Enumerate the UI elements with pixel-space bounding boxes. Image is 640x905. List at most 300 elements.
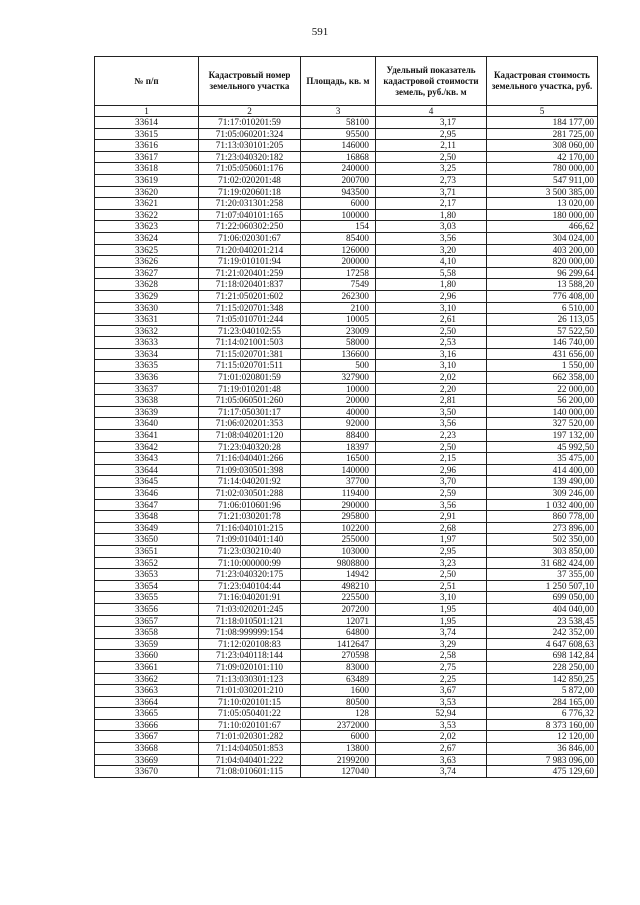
area-cell: 240000 [301, 163, 376, 175]
area-cell: 270598 [301, 650, 376, 662]
cadastral-value-cell: 180 000,00 [487, 209, 598, 221]
row-number-cell: 33632 [95, 325, 199, 337]
table-row [95, 267, 598, 279]
cadastral-number-cell: 71:08:010601:115 [199, 766, 301, 778]
area-cell: 9808800 [301, 557, 376, 569]
cadastral-number-cell: 71:02:020201:48 [199, 174, 301, 186]
cadastral-value-cell: 35 475,00 [487, 453, 598, 465]
table-row [95, 557, 598, 569]
row-number-cell: 33646 [95, 488, 199, 500]
cadastral-number-cell: 71:17:050301:17 [199, 406, 301, 418]
table-row [95, 743, 598, 755]
cadastral-value-cell: 780 000,00 [487, 163, 598, 175]
row-number-cell: 33641 [95, 430, 199, 442]
unit-value-cell: 52,94 [376, 708, 487, 720]
row-number-cell: 33638 [95, 395, 199, 407]
table-row [95, 766, 598, 778]
area-cell: 92000 [301, 418, 376, 430]
row-number-cell: 33663 [95, 685, 199, 697]
column-number-row [95, 106, 598, 117]
cadastral-number-cell: 71:14:040501:853 [199, 743, 301, 755]
row-number-cell: 33625 [95, 244, 199, 256]
unit-value-cell: 3,56 [376, 232, 487, 244]
row-number-cell: 33618 [95, 163, 199, 175]
cadastral-value-cell: 404 040,00 [487, 603, 598, 615]
area-cell: 23009 [301, 325, 376, 337]
column-number: 3 [301, 106, 376, 117]
table-row [95, 395, 598, 407]
cadastral-number-cell: 71:23:040320:28 [199, 441, 301, 453]
table-row [95, 302, 598, 314]
unit-value-cell: 2,50 [376, 569, 487, 581]
table-row [95, 522, 598, 534]
cadastral-value-cell: 146 740,00 [487, 337, 598, 349]
cadastral-number-cell: 71:01:030201:210 [199, 685, 301, 697]
unit-value-cell: 3,10 [376, 592, 487, 604]
cadastral-number-cell: 71:13:030101:205 [199, 140, 301, 152]
cadastral-value-cell: 26 113,05 [487, 314, 598, 326]
cadastral-value-cell: 6 510,00 [487, 302, 598, 314]
cadastral-value-cell: 304 024,00 [487, 232, 598, 244]
table-row [95, 464, 598, 476]
table-row [95, 661, 598, 673]
unit-value-cell: 3,63 [376, 754, 487, 766]
unit-value-cell: 3,56 [376, 499, 487, 511]
cadastral-number-cell: 71:05:060501:260 [199, 395, 301, 407]
cadastral-value-cell: 1 250 507,10 [487, 580, 598, 592]
table-row [95, 650, 598, 662]
area-cell: 200700 [301, 174, 376, 186]
cadastral-number-cell: 71:16:040201:91 [199, 592, 301, 604]
cadastral-value-cell: 5 872,00 [487, 685, 598, 697]
cadastral-value-cell: 414 400,00 [487, 464, 598, 476]
page-number: 591 [311, 26, 329, 38]
cadastral-value-cell: 197 132,00 [487, 430, 598, 442]
column-number: 2 [199, 106, 301, 117]
table-row [95, 476, 598, 488]
table-row [95, 186, 598, 198]
cadastral-number-cell: 71:23:040102:55 [199, 325, 301, 337]
table-row [95, 117, 598, 129]
area-cell: 290000 [301, 499, 376, 511]
row-number-cell: 33666 [95, 719, 199, 731]
cadastral-number-cell: 71:01:020301:282 [199, 731, 301, 743]
table-row [95, 174, 598, 186]
area-cell: 225500 [301, 592, 376, 604]
row-number-cell: 33636 [95, 372, 199, 384]
cadastral-value-cell: 6 776,32 [487, 708, 598, 720]
row-number-cell: 33627 [95, 267, 199, 279]
cadastral-value-cell: 22 000,00 [487, 383, 598, 395]
row-number-cell: 33649 [95, 522, 199, 534]
cadastral-number-cell: 71:10:000000:99 [199, 557, 301, 569]
row-number-cell: 33626 [95, 256, 199, 268]
unit-value-cell: 3,17 [376, 117, 487, 129]
cadastral-value-cell: 12 120,00 [487, 731, 598, 743]
cadastral-value-cell: 273 896,00 [487, 522, 598, 534]
unit-value-cell: 3,50 [376, 406, 487, 418]
row-number-cell: 33652 [95, 557, 199, 569]
cadastral-value-cell: 3 500 385,00 [487, 186, 598, 198]
cadastral-number-cell: 71:09:030501:398 [199, 464, 301, 476]
cadastral-number-cell: 71:05:050601:176 [199, 163, 301, 175]
unit-value-cell: 2,59 [376, 488, 487, 500]
table-row [95, 348, 598, 360]
area-cell: 140000 [301, 464, 376, 476]
cadastral-value-cell: 327 520,00 [487, 418, 598, 430]
cadastral-value-cell: 308 060,00 [487, 140, 598, 152]
cadastral-value-cell: 184 177,00 [487, 117, 598, 129]
unit-value-cell: 3,74 [376, 766, 487, 778]
table-row [95, 685, 598, 697]
table-row [95, 325, 598, 337]
cadastral-value-cell: 303 850,00 [487, 545, 598, 557]
table-row [95, 198, 598, 210]
row-number-cell: 33630 [95, 302, 199, 314]
area-cell: 200000 [301, 256, 376, 268]
area-cell: 64800 [301, 627, 376, 639]
row-number-cell: 33656 [95, 603, 199, 615]
area-cell: 102200 [301, 522, 376, 534]
header-cadastral-number: Кадастровый номер земельного участка [199, 57, 301, 106]
cadastral-value-cell: 1 550,00 [487, 360, 598, 372]
unit-value-cell: 2,68 [376, 522, 487, 534]
unit-value-cell: 2,15 [376, 453, 487, 465]
cadastral-value-cell: 139 490,00 [487, 476, 598, 488]
cadastral-number-cell: 71:05:010701:244 [199, 314, 301, 326]
area-cell: 18397 [301, 441, 376, 453]
column-number: 5 [487, 106, 598, 117]
unit-value-cell: 1,80 [376, 279, 487, 291]
area-cell: 207200 [301, 603, 376, 615]
area-cell: 262300 [301, 290, 376, 302]
unit-value-cell: 2,53 [376, 337, 487, 349]
unit-value-cell: 3,67 [376, 685, 487, 697]
cadastral-number-cell: 71:15:020701:381 [199, 348, 301, 360]
cadastral-number-cell: 71:02:030501:288 [199, 488, 301, 500]
area-cell: 37700 [301, 476, 376, 488]
area-cell: 10005 [301, 314, 376, 326]
cadastral-number-cell: 71:22:060302:250 [199, 221, 301, 233]
table-row [95, 453, 598, 465]
cadastral-value-cell: 42 170,00 [487, 151, 598, 163]
table-body [95, 117, 598, 778]
cadastral-number-cell: 71:06:010601:96 [199, 499, 301, 511]
cadastral-number-cell: 71:16:040401:266 [199, 453, 301, 465]
row-number-cell: 33647 [95, 499, 199, 511]
cadastral-value-cell: 4 647 608,63 [487, 638, 598, 650]
cadastral-value-cell: 57 522,50 [487, 325, 598, 337]
row-number-cell: 33648 [95, 511, 199, 523]
header-area: Площадь, кв. м [301, 57, 376, 106]
area-cell: 1600 [301, 685, 376, 697]
cadastral-value-cell: 547 911,00 [487, 174, 598, 186]
table-row [95, 511, 598, 523]
cadastral-number-cell: 71:19:010201:48 [199, 383, 301, 395]
area-cell: 20000 [301, 395, 376, 407]
unit-value-cell: 1,97 [376, 534, 487, 546]
cadastral-value-cell: 776 408,00 [487, 290, 598, 302]
cadastral-number-cell: 71:08:040201:120 [199, 430, 301, 442]
area-cell: 126000 [301, 244, 376, 256]
table-row [95, 488, 598, 500]
table-row [95, 163, 598, 175]
table-row [95, 615, 598, 627]
cadastral-value-cell: 242 352,00 [487, 627, 598, 639]
unit-value-cell: 2,23 [376, 430, 487, 442]
cadastral-value-cell: 431 656,00 [487, 348, 598, 360]
cadastral-number-cell: 71:21:050201:602 [199, 290, 301, 302]
cadastral-value-cell: 698 142,84 [487, 650, 598, 662]
area-cell: 14942 [301, 569, 376, 581]
table-row [95, 279, 598, 291]
area-cell: 943500 [301, 186, 376, 198]
unit-value-cell: 3,56 [376, 418, 487, 430]
cadastral-number-cell: 71:03:020201:245 [199, 603, 301, 615]
cadastral-value-cell: 699 050,00 [487, 592, 598, 604]
cadastral-value-cell: 45 992,50 [487, 441, 598, 453]
row-number-cell: 33637 [95, 383, 199, 395]
cadastral-number-cell: 71:23:040320:182 [199, 151, 301, 163]
area-cell: 16868 [301, 151, 376, 163]
cadastral-value-cell: 860 778,00 [487, 511, 598, 523]
cadastral-number-cell: 71:06:020201:353 [199, 418, 301, 430]
cadastral-value-cell: 309 246,00 [487, 488, 598, 500]
cadastral-value-cell: 284 165,00 [487, 696, 598, 708]
row-number-cell: 33653 [95, 569, 199, 581]
cadastral-value-cell: 96 299,64 [487, 267, 598, 279]
row-number-cell: 33621 [95, 198, 199, 210]
area-cell: 10000 [301, 383, 376, 395]
area-cell: 154 [301, 221, 376, 233]
cadastral-value-cell: 8 373 160,00 [487, 719, 598, 731]
table-row [95, 209, 598, 221]
row-number-cell: 33616 [95, 140, 199, 152]
table-row [95, 754, 598, 766]
area-cell: 80500 [301, 696, 376, 708]
row-number-cell: 33633 [95, 337, 199, 349]
table-row [95, 337, 598, 349]
cadastral-value-cell: 7 983 096,00 [487, 754, 598, 766]
unit-value-cell: 3,03 [376, 221, 487, 233]
cadastral-number-cell: 71:17:010201:59 [199, 117, 301, 129]
table-row [95, 406, 598, 418]
area-cell: 2199200 [301, 754, 376, 766]
area-cell: 17258 [301, 267, 376, 279]
row-number-cell: 33644 [95, 464, 199, 476]
unit-value-cell: 2,67 [376, 743, 487, 755]
table-row [95, 696, 598, 708]
row-number-cell: 33634 [95, 348, 199, 360]
header-unit-value: Удельный показатель кадастровой стоимости земель, руб./кв. м [376, 57, 487, 106]
table-row [95, 372, 598, 384]
cadastral-number-cell: 71:20:031301:258 [199, 198, 301, 210]
unit-value-cell: 2,96 [376, 464, 487, 476]
unit-value-cell: 3,20 [376, 244, 487, 256]
unit-value-cell: 2,02 [376, 372, 487, 384]
row-number-cell: 33662 [95, 673, 199, 685]
table-row [95, 383, 598, 395]
table-row [95, 290, 598, 302]
header-row-number: № п/п [95, 57, 199, 106]
unit-value-cell: 2,91 [376, 511, 487, 523]
cadastral-number-cell: 71:01:020801:59 [199, 372, 301, 384]
cadastral-number-cell: 71:23:040118:144 [199, 650, 301, 662]
unit-value-cell: 2,51 [376, 580, 487, 592]
area-cell: 498210 [301, 580, 376, 592]
area-cell: 2372000 [301, 719, 376, 731]
area-cell: 63489 [301, 673, 376, 685]
row-number-cell: 33617 [95, 151, 199, 163]
cadastral-number-cell: 71:21:030201:78 [199, 511, 301, 523]
table-row [95, 128, 598, 140]
table-row [95, 151, 598, 163]
row-number-cell: 33655 [95, 592, 199, 604]
table-row [95, 708, 598, 720]
row-number-cell: 33620 [95, 186, 199, 198]
row-number-cell: 33668 [95, 743, 199, 755]
area-cell: 95500 [301, 128, 376, 140]
cadastral-number-cell: 71:18:020401:837 [199, 279, 301, 291]
cadastral-number-cell: 71:12:020108:83 [199, 638, 301, 650]
cadastral-value-cell: 140 000,00 [487, 406, 598, 418]
cadastral-value-cell: 1 032 400,00 [487, 499, 598, 511]
cadastral-number-cell: 71:09:010401:140 [199, 534, 301, 546]
cadastral-number-cell: 71:23:040104:44 [199, 580, 301, 592]
row-number-cell: 33657 [95, 615, 199, 627]
cadastral-value-cell: 466,62 [487, 221, 598, 233]
cadastral-number-cell: 71:05:060201:324 [199, 128, 301, 140]
area-cell: 500 [301, 360, 376, 372]
cadastral-value-cell: 31 682 424,00 [487, 557, 598, 569]
cadastral-number-cell: 71:21:020401:259 [199, 267, 301, 279]
area-cell: 103000 [301, 545, 376, 557]
area-cell: 83000 [301, 661, 376, 673]
cadastral-number-cell: 71:14:021001:503 [199, 337, 301, 349]
area-cell: 16500 [301, 453, 376, 465]
unit-value-cell: 3,70 [376, 476, 487, 488]
row-number-cell: 33667 [95, 731, 199, 743]
area-cell: 295800 [301, 511, 376, 523]
cadastral-number-cell: 71:18:010501:121 [199, 615, 301, 627]
column-number: 1 [95, 106, 199, 117]
row-number-cell: 33623 [95, 221, 199, 233]
area-cell: 58000 [301, 337, 376, 349]
area-cell: 6000 [301, 731, 376, 743]
cadastral-value-cell: 820 000,00 [487, 256, 598, 268]
area-cell: 7549 [301, 279, 376, 291]
cadastral-number-cell: 71:07:040101:165 [199, 209, 301, 221]
cadastral-number-cell: 71:15:020701:511 [199, 360, 301, 372]
cadastral-number-cell: 71:19:010101:94 [199, 256, 301, 268]
cadastral-number-cell: 71:09:020101:110 [199, 661, 301, 673]
cadastral-number-cell: 71:15:020701:348 [199, 302, 301, 314]
area-cell: 1412647 [301, 638, 376, 650]
row-number-cell: 33622 [95, 209, 199, 221]
table-row [95, 232, 598, 244]
unit-value-cell: 2,17 [376, 198, 487, 210]
area-cell: 327900 [301, 372, 376, 384]
table-row [95, 569, 598, 581]
unit-value-cell: 2,81 [376, 395, 487, 407]
unit-value-cell: 2,11 [376, 140, 487, 152]
table-row [95, 534, 598, 546]
cadastral-number-cell: 71:04:040401:222 [199, 754, 301, 766]
row-number-cell: 33643 [95, 453, 199, 465]
unit-value-cell: 3,23 [376, 557, 487, 569]
row-number-cell: 33665 [95, 708, 199, 720]
area-cell: 255000 [301, 534, 376, 546]
unit-value-cell: 2,61 [376, 314, 487, 326]
table-row [95, 731, 598, 743]
row-number-cell: 33658 [95, 627, 199, 639]
cadastral-number-cell: 71:19:020601:18 [199, 186, 301, 198]
row-number-cell: 33619 [95, 174, 199, 186]
row-number-cell: 33639 [95, 406, 199, 418]
header-row [95, 57, 598, 106]
row-number-cell: 33651 [95, 545, 199, 557]
table-row [95, 499, 598, 511]
cadastral-number-cell: 71:13:030301:123 [199, 673, 301, 685]
row-number-cell: 33629 [95, 290, 199, 302]
row-number-cell: 33659 [95, 638, 199, 650]
unit-value-cell: 2,58 [376, 650, 487, 662]
cadastral-value-cell: 23 538,45 [487, 615, 598, 627]
cadastral-value-cell: 403 200,00 [487, 244, 598, 256]
row-number-cell: 33615 [95, 128, 199, 140]
unit-value-cell: 1,95 [376, 615, 487, 627]
area-cell: 88400 [301, 430, 376, 442]
unit-value-cell: 3,53 [376, 696, 487, 708]
cadastral-value-cell: 475 129,60 [487, 766, 598, 778]
unit-value-cell: 3,74 [376, 627, 487, 639]
cadastral-number-cell: 71:20:040201:214 [199, 244, 301, 256]
area-cell: 58100 [301, 117, 376, 129]
row-number-cell: 33660 [95, 650, 199, 662]
area-cell: 100000 [301, 209, 376, 221]
unit-value-cell: 2,95 [376, 545, 487, 557]
unit-value-cell: 4,10 [376, 256, 487, 268]
area-cell: 13800 [301, 743, 376, 755]
cadastral-value-cell: 37 355,00 [487, 569, 598, 581]
cadastral-number-cell: 71:14:040201:92 [199, 476, 301, 488]
cadastral-number-cell: 71:23:030210:40 [199, 545, 301, 557]
table-row [95, 638, 598, 650]
table-row [95, 360, 598, 372]
unit-value-cell: 2,95 [376, 128, 487, 140]
unit-value-cell: 3,10 [376, 360, 487, 372]
cadastral-number-cell: 71:08:999999:154 [199, 627, 301, 639]
unit-value-cell: 2,96 [376, 290, 487, 302]
area-cell: 85400 [301, 232, 376, 244]
table-row [95, 140, 598, 152]
cadastral-number-cell: 71:16:040101:215 [199, 522, 301, 534]
unit-value-cell: 1,80 [376, 209, 487, 221]
cadastral-number-cell: 71:06:020301:67 [199, 232, 301, 244]
cadastral-value-cell: 13 588,20 [487, 279, 598, 291]
unit-value-cell: 3,29 [376, 638, 487, 650]
row-number-cell: 33645 [95, 476, 199, 488]
table-row [95, 244, 598, 256]
table-row [95, 430, 598, 442]
row-number-cell: 33669 [95, 754, 199, 766]
row-number-cell: 33654 [95, 580, 199, 592]
area-cell: 119400 [301, 488, 376, 500]
unit-value-cell: 3,10 [376, 302, 487, 314]
area-cell: 127040 [301, 766, 376, 778]
unit-value-cell: 2,25 [376, 673, 487, 685]
row-number-cell: 33670 [95, 766, 199, 778]
